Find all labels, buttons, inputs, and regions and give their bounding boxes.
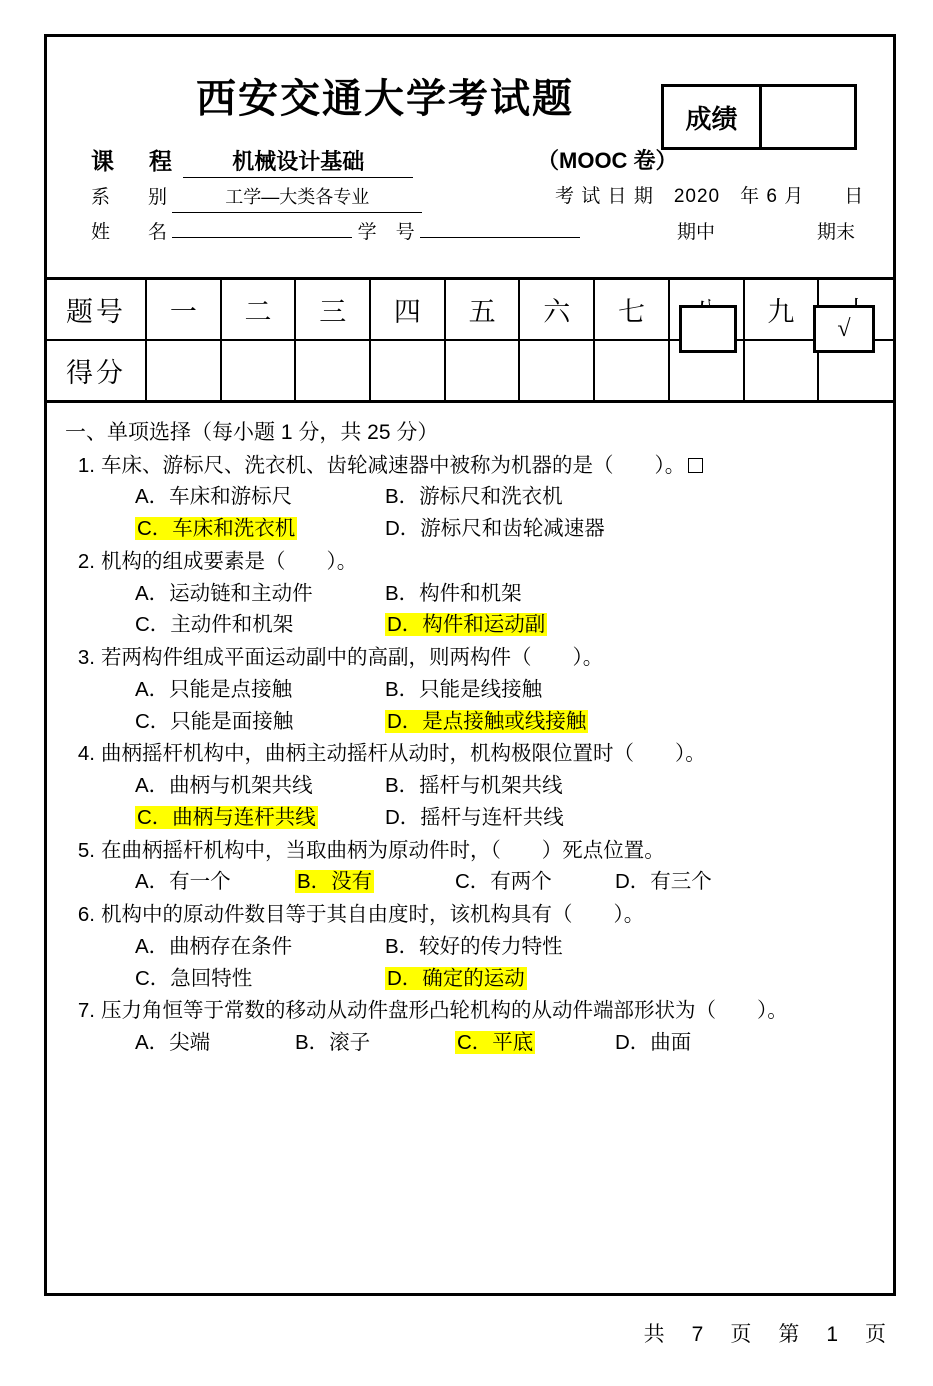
option-item[interactable] bbox=[135, 964, 385, 995]
option-item[interactable] bbox=[135, 579, 385, 610]
page-title: 西安交通大学考试题 bbox=[196, 77, 574, 121]
page-footer: 共 7 页 第 1 页 bbox=[643, 1323, 889, 1346]
question-text: 若两构件组成平面运动副中的高副，则两构件（ ）。 bbox=[101, 646, 604, 669]
option-item[interactable] bbox=[385, 482, 645, 513]
option-item[interactable] bbox=[385, 707, 645, 738]
option-row bbox=[65, 771, 873, 802]
question-text: 机构中的原动件数目等于其自由度时，该机构具有（ ）。 bbox=[101, 903, 645, 926]
option-label: B．只能是线接触 bbox=[385, 677, 543, 701]
sid-label: 学 号 bbox=[357, 222, 415, 243]
option-item[interactable] bbox=[135, 482, 385, 513]
question-number: 4. bbox=[77, 742, 95, 766]
option-label: B．较好的传力特性 bbox=[385, 934, 563, 958]
option-label: A．只能是点接触 bbox=[135, 677, 293, 701]
option-label: A．有一个 bbox=[135, 870, 231, 894]
table-row-numbers bbox=[47, 279, 893, 341]
midterm-checkbox[interactable] bbox=[679, 305, 737, 353]
score-cell-6[interactable] bbox=[519, 340, 594, 402]
option-label: C．只能是面接触 bbox=[135, 709, 294, 733]
cell-q7: 七 bbox=[594, 279, 669, 341]
option-item[interactable] bbox=[385, 514, 645, 545]
question-text: 曲柄摇杆机构中，曲柄主动摇杆从动时，机构极限位置时（ ）。 bbox=[101, 742, 706, 766]
option-item[interactable] bbox=[135, 771, 385, 802]
option-label: A．车床和游标尺 bbox=[135, 485, 293, 509]
score-cell-5[interactable] bbox=[445, 340, 520, 402]
option-label: B．构件和机架 bbox=[385, 581, 522, 605]
option-row bbox=[65, 482, 873, 513]
option-row bbox=[65, 1028, 873, 1059]
option-label-highlighted: B．没有 bbox=[297, 870, 373, 894]
final-checkbox[interactable]: √ bbox=[813, 305, 875, 353]
score-value[interactable] bbox=[762, 87, 854, 147]
midterm-label: 期中 bbox=[677, 222, 716, 243]
option-label: C．有两个 bbox=[455, 870, 552, 894]
cell-q4: 四 bbox=[370, 279, 445, 341]
option-label: A．尖端 bbox=[135, 1031, 211, 1054]
exam-paper bbox=[44, 34, 896, 1296]
option-item[interactable] bbox=[135, 1028, 295, 1059]
option-item[interactable] bbox=[385, 675, 645, 706]
section-title: 一、单项选择（每小题 1 分，共 25 分） bbox=[65, 421, 439, 444]
question-item bbox=[65, 547, 873, 578]
option-label-highlighted: C．平底 bbox=[457, 1031, 534, 1054]
option-item[interactable] bbox=[455, 867, 615, 898]
option-label: B．滚子 bbox=[295, 1031, 371, 1054]
option-row bbox=[65, 707, 873, 738]
name-label: 姓 名 bbox=[91, 222, 168, 243]
paper-type: （MOOC 卷） bbox=[537, 148, 678, 173]
option-item[interactable] bbox=[615, 867, 775, 898]
option-label-highlighted: D．是点接触或线接触 bbox=[387, 709, 587, 733]
dept-row bbox=[47, 182, 893, 212]
option-item[interactable] bbox=[385, 964, 645, 995]
paper-header bbox=[47, 37, 893, 277]
option-label: A．运动链和主动件 bbox=[135, 581, 313, 605]
option-item[interactable] bbox=[135, 707, 385, 738]
question-text: 车床、游标尺、洗衣机、齿轮减速器中被称为机器的是（ ）。 bbox=[101, 451, 873, 482]
score-cell-3[interactable] bbox=[295, 340, 370, 402]
option-row bbox=[65, 932, 873, 963]
question-number: 7. bbox=[77, 999, 95, 1023]
option-item[interactable] bbox=[385, 771, 645, 802]
cell-q6: 六 bbox=[519, 279, 594, 341]
name-row bbox=[47, 218, 893, 248]
cell-q3: 三 bbox=[295, 279, 370, 341]
dept-value[interactable]: 工学—大类各专业 bbox=[172, 182, 422, 213]
option-item[interactable] bbox=[135, 867, 295, 898]
final-label: 期末 bbox=[817, 222, 856, 243]
option-item[interactable] bbox=[385, 610, 645, 641]
option-row bbox=[65, 803, 873, 834]
option-label: B．游标尺和洗衣机 bbox=[385, 485, 563, 509]
option-item[interactable] bbox=[135, 610, 385, 641]
score-label: 成绩 bbox=[664, 87, 762, 147]
score-cell-4[interactable] bbox=[370, 340, 445, 402]
cell-q1: 一 bbox=[146, 279, 221, 341]
option-label-highlighted: D．确定的运动 bbox=[387, 966, 525, 990]
option-label-highlighted: C．车床和洗衣机 bbox=[137, 517, 296, 540]
name-input[interactable] bbox=[172, 237, 352, 238]
question-item bbox=[65, 996, 873, 1027]
question-number: 6. bbox=[77, 903, 95, 926]
cell-q2: 二 bbox=[221, 279, 296, 341]
question-body bbox=[47, 403, 893, 1059]
exam-date: 考 试 日 期 2020 年 6 月 日 bbox=[555, 186, 865, 207]
cell-q5: 五 bbox=[445, 279, 520, 341]
option-item[interactable] bbox=[295, 1028, 455, 1059]
option-item[interactable] bbox=[385, 803, 645, 834]
question-number: 3. bbox=[77, 646, 95, 669]
option-row bbox=[65, 675, 873, 706]
score-table bbox=[47, 277, 893, 403]
course-label: 课 程 bbox=[91, 148, 178, 174]
question-text: 机构的组成要素是（ ）。 bbox=[101, 549, 358, 573]
score-box bbox=[661, 84, 857, 150]
option-label: C．急回特性 bbox=[135, 966, 253, 990]
question-list bbox=[65, 451, 873, 1059]
option-label: C．主动件和机架 bbox=[135, 613, 294, 637]
option-label: D．曲面 bbox=[615, 1031, 692, 1054]
option-row bbox=[65, 867, 873, 898]
question-number: 1. bbox=[77, 453, 95, 477]
course-row bbox=[47, 146, 893, 176]
option-item[interactable] bbox=[385, 579, 645, 610]
question-item bbox=[65, 451, 873, 482]
option-label-highlighted: C．曲柄与连杆共线 bbox=[137, 805, 316, 829]
option-row bbox=[65, 514, 873, 545]
score-cell-1[interactable] bbox=[146, 340, 221, 402]
course-value[interactable]: 机械设计基础 bbox=[183, 147, 413, 178]
option-label: A．曲柄存在条件 bbox=[135, 934, 293, 958]
score-cell-2[interactable] bbox=[221, 340, 296, 402]
option-item[interactable] bbox=[135, 514, 385, 545]
question-item bbox=[65, 900, 873, 931]
cell-q9: 九 bbox=[744, 279, 819, 341]
option-item[interactable] bbox=[615, 1028, 775, 1059]
table-row-scores bbox=[47, 340, 893, 402]
option-row bbox=[65, 964, 873, 995]
question-number: 5. bbox=[77, 838, 95, 862]
option-label: D．有三个 bbox=[615, 870, 712, 894]
row-label-score: 得分 bbox=[47, 340, 146, 402]
question-text: 在曲柄摇杆机构中，当取曲柄为原动件时，（ ）死点位置。 bbox=[101, 838, 665, 862]
answer-box-icon[interactable] bbox=[688, 458, 703, 473]
option-label: A．曲柄与机架共线 bbox=[135, 774, 313, 797]
option-item[interactable] bbox=[295, 867, 455, 898]
option-row bbox=[65, 579, 873, 610]
option-item[interactable] bbox=[455, 1028, 615, 1059]
question-number: 2. bbox=[77, 549, 95, 573]
option-item[interactable] bbox=[135, 675, 385, 706]
option-item[interactable] bbox=[385, 932, 645, 963]
question-item bbox=[65, 739, 873, 770]
question-item bbox=[65, 836, 873, 867]
option-item[interactable] bbox=[135, 932, 385, 963]
option-label: D．游标尺和齿轮减速器 bbox=[385, 517, 605, 540]
sid-input[interactable] bbox=[420, 237, 580, 238]
row-label-question-no: 题号 bbox=[47, 279, 146, 341]
score-cell-7[interactable] bbox=[594, 340, 669, 402]
dept-label: 系 别 bbox=[91, 187, 168, 208]
question-text: 压力角恒等于常数的移动从动件盘形凸轮机构的从动件端部形状为（ ）。 bbox=[101, 999, 788, 1023]
option-row bbox=[65, 610, 873, 641]
option-item[interactable] bbox=[135, 803, 385, 834]
option-label-highlighted: D．构件和运动副 bbox=[387, 613, 546, 637]
question-item bbox=[65, 643, 873, 674]
option-label: D．摇杆与连杆共线 bbox=[385, 805, 564, 829]
score-cell-9[interactable] bbox=[744, 340, 819, 402]
option-label: B．摇杆与机架共线 bbox=[385, 774, 563, 797]
